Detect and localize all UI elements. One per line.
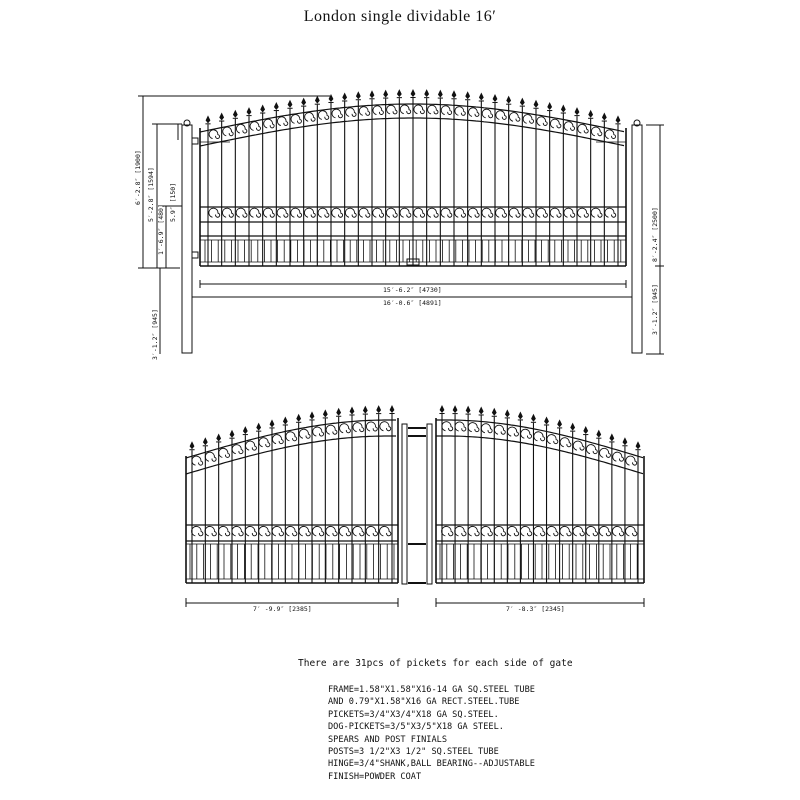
scroll-ornament <box>534 526 545 535</box>
scroll-ornament <box>236 208 247 217</box>
dim-height-peak: 6′-2.8″ [1900] <box>134 150 142 205</box>
scroll-ornament <box>326 425 337 434</box>
scroll-ornament <box>441 208 452 217</box>
scroll-ornament <box>482 208 493 217</box>
scroll-ornament <box>373 106 383 115</box>
dim-post-height: 8′-2.4″ [2500] <box>651 207 659 262</box>
spear-finial <box>520 98 525 106</box>
scroll-ornament <box>205 526 216 535</box>
dim-gate-width: 15′-6.2″ [4730] <box>383 286 442 294</box>
full-gate-elevation <box>182 89 642 353</box>
scroll-ornament <box>600 448 611 457</box>
scroll-ornament <box>286 526 297 535</box>
scroll-ornament <box>560 438 571 447</box>
spear-finial <box>453 405 458 413</box>
scroll-ornament <box>339 526 350 535</box>
scroll-ornament <box>494 526 505 535</box>
scroll-ornament <box>277 208 288 217</box>
spear-finial <box>492 408 497 416</box>
scroll-ornament <box>205 452 216 461</box>
scroll-ornament <box>245 526 256 535</box>
spear-finial <box>310 411 315 419</box>
drop-rod <box>402 424 407 584</box>
spear-finial <box>288 100 293 108</box>
spear-finial <box>531 414 536 422</box>
scroll-ornament <box>359 107 369 116</box>
scroll-ornament <box>468 423 479 432</box>
spear-finial <box>390 405 395 413</box>
spear-finial <box>544 416 549 424</box>
spec-line: HINGE=3/4"SHANK,BALL BEARING--ADJUSTABLE <box>328 759 535 770</box>
scroll-ornament <box>442 526 453 535</box>
spear-finial <box>270 419 275 427</box>
scroll-ornament <box>299 429 310 438</box>
scroll-ornament <box>591 127 601 136</box>
spear-finial <box>230 430 235 438</box>
scroll-ornament <box>366 526 377 535</box>
spear-finial <box>342 92 347 100</box>
scroll-ornament <box>591 208 602 217</box>
spear-finial <box>479 92 484 100</box>
spec-line: AND 0.79"X1.58"X16 GA RECT.STEEL.TUBE <box>328 697 520 708</box>
scroll-ornament <box>380 526 391 535</box>
spear-finial <box>465 91 470 99</box>
spear-finial <box>219 113 224 121</box>
spear-finial <box>397 89 402 97</box>
spear-finial <box>596 430 601 438</box>
scroll-ornament <box>521 429 532 438</box>
right-gate-leaf <box>436 405 644 583</box>
scroll-ornament <box>547 526 558 535</box>
scroll-ornament <box>564 208 575 217</box>
scroll-ornament <box>305 113 315 122</box>
scroll-ornament <box>400 208 411 217</box>
spear-finial <box>623 437 628 445</box>
scroll-ornament <box>560 526 571 535</box>
scroll-ornament <box>386 208 397 217</box>
dim-left-leaf-width: 7′ -9.9″ [2385] <box>253 605 312 613</box>
scroll-ornament <box>286 432 297 441</box>
spear-finial <box>547 102 552 110</box>
scroll-ornament <box>259 526 270 535</box>
spear-finial <box>466 406 471 414</box>
scroll-ornament <box>612 526 623 535</box>
spear-finial <box>203 437 208 445</box>
scroll-ornament <box>250 208 261 217</box>
hinge <box>192 138 198 144</box>
scroll-ornament <box>613 452 624 461</box>
scroll-ornament <box>626 526 637 535</box>
spear-finial <box>329 94 334 102</box>
spear-finial <box>493 94 498 102</box>
spear-finial <box>534 100 539 108</box>
spear-finial <box>583 426 588 434</box>
scroll-ornament <box>318 208 329 217</box>
spear-finial <box>283 416 288 424</box>
spear-finial <box>323 409 328 417</box>
scroll-ornament <box>313 427 324 436</box>
dim-height-side: 5′-2.8″ [1594] <box>147 167 155 222</box>
scroll-ornament <box>586 526 597 535</box>
scroll-ornament <box>550 208 561 217</box>
scroll-ornament <box>332 208 343 217</box>
scroll-ornament <box>246 441 257 450</box>
scroll-ornament <box>507 526 518 535</box>
dim-post-below: 3′-1.2″ [945] <box>151 309 159 360</box>
split-gate-elevation <box>186 405 644 584</box>
spear-finial <box>411 89 416 97</box>
scroll-ornament <box>192 526 203 535</box>
spear-finial <box>383 90 388 98</box>
scroll-ornament <box>346 108 356 117</box>
scroll-ornament <box>250 122 260 131</box>
spear-finial <box>609 433 614 441</box>
scroll-ornament <box>547 435 558 444</box>
scroll-ornament <box>509 208 520 217</box>
scroll-ornament <box>455 208 466 217</box>
spear-finial <box>336 408 341 416</box>
scroll-ornament <box>573 526 584 535</box>
spear-finial <box>440 405 445 413</box>
scroll-ornament <box>380 422 391 431</box>
drop-rod <box>427 424 432 584</box>
scroll-ornament <box>523 115 533 124</box>
spec-line: FRAME=1.58"X1.58"X16-14 GA SQ.STEEL TUBE <box>328 685 535 695</box>
scroll-ornament <box>223 127 233 136</box>
scroll-ornament <box>564 122 574 131</box>
scroll-ornament <box>605 208 616 217</box>
spear-finial <box>363 406 368 414</box>
scroll-ornament <box>345 208 356 217</box>
scroll-ornament <box>520 526 531 535</box>
scroll-ornament <box>577 208 588 217</box>
spec-list <box>328 684 535 783</box>
scroll-ornament <box>366 422 377 431</box>
spear-finial <box>376 405 381 413</box>
scroll-ornament <box>455 422 466 431</box>
hinge <box>192 252 198 258</box>
scroll-ornament <box>299 526 310 535</box>
spec-line: SPEARS AND POST FINIALS <box>328 734 447 745</box>
spear-finial <box>557 419 562 427</box>
scroll-ornament <box>209 130 219 139</box>
scroll-ornament <box>291 208 302 217</box>
scroll-ornament <box>222 208 233 217</box>
spear-finial <box>575 107 580 115</box>
scroll-ornament <box>428 105 438 114</box>
spec-line: DOG-PICKETS=3/5"X3/5"X18 GA STEEL. <box>328 722 504 733</box>
scroll-ornament <box>232 526 243 535</box>
scroll-ornament <box>573 441 584 450</box>
scroll-ornament <box>481 526 492 535</box>
scroll-ornament <box>578 124 588 133</box>
scroll-ornament <box>414 208 425 217</box>
scroll-ornament <box>264 119 274 128</box>
dim-overall-width: 16′-0.6″ [4891] <box>383 299 442 307</box>
spear-finial <box>206 115 211 123</box>
scroll-ornament <box>277 117 287 126</box>
scroll-ornament <box>326 526 337 535</box>
scroll-ornament <box>312 526 323 535</box>
spear-finial <box>190 441 195 449</box>
spear-finial <box>616 115 621 123</box>
dim-right-leaf-width: 7′ -8.3″ [2345] <box>506 605 565 613</box>
dimension-lines <box>138 96 664 607</box>
spear-finial <box>247 107 252 115</box>
scroll-ornament <box>219 448 230 457</box>
spear-finial <box>370 90 375 98</box>
spear-finial <box>256 423 261 431</box>
spec-line: POSTS=3 1/2"X3 1/2" SQ.STEEL TUBE <box>328 747 499 758</box>
pickets-note: There are 31pcs of pickets for each side of gate <box>298 658 573 669</box>
spear-finial <box>315 96 320 104</box>
scroll-ornament <box>263 208 274 217</box>
spear-finial <box>636 441 641 449</box>
spear-finial <box>570 423 575 431</box>
spear-finial <box>260 105 265 113</box>
scroll-ornament <box>496 111 506 120</box>
scroll-ornament <box>586 445 597 454</box>
scroll-ornament <box>259 438 270 447</box>
scroll-ornament <box>340 424 351 433</box>
scroll-ornament <box>494 425 505 434</box>
scroll-ornament <box>599 526 610 535</box>
scroll-ornament <box>192 456 203 465</box>
scroll-ornament <box>550 119 560 128</box>
spec-line: PICKETS=3/4"X3/4"X18 GA SQ.STEEL. <box>328 709 499 720</box>
spear-finial <box>518 411 523 419</box>
scroll-ornament <box>523 208 534 217</box>
spear-finial <box>588 110 593 118</box>
drawing-title: London single dividable 16′ <box>303 8 497 25</box>
spear-finial <box>356 91 361 99</box>
spec-line: FINISH=POWDER COAT <box>328 771 422 782</box>
left-post <box>182 125 192 353</box>
scroll-ornament <box>236 124 246 133</box>
spear-finial <box>301 98 306 106</box>
scroll-ornament <box>332 109 342 118</box>
spear-finial <box>561 105 566 113</box>
scroll-ornament <box>209 208 220 217</box>
spear-finial <box>424 89 429 97</box>
scroll-ornament <box>509 113 519 122</box>
scroll-ornament <box>455 526 466 535</box>
scroll-ornament <box>468 526 479 535</box>
spear-finial <box>506 96 511 104</box>
scroll-ornament <box>482 109 492 118</box>
scroll-ornament <box>534 432 545 441</box>
scroll-ornament <box>537 208 548 217</box>
scroll-ornament <box>353 423 364 432</box>
scroll-ornament <box>373 208 384 217</box>
scroll-ornament <box>272 526 283 535</box>
scroll-ornament <box>318 111 328 120</box>
scroll-ornament <box>605 130 615 139</box>
scroll-ornament <box>442 422 453 431</box>
scroll-ornament <box>441 106 451 115</box>
scroll-ornament <box>414 105 424 114</box>
scroll-ornament <box>353 526 364 535</box>
scroll-ornament <box>291 115 301 124</box>
spear-finial <box>505 409 510 417</box>
dim-lower-section: 1′-6.9″ [480] <box>157 204 165 255</box>
scroll-ornament <box>508 427 519 436</box>
left-gate-leaf <box>186 405 398 583</box>
scroll-ornament <box>469 108 479 117</box>
right-post <box>632 125 642 353</box>
scroll-ornament <box>304 208 315 217</box>
spear-finial <box>296 414 301 422</box>
scroll-ornament <box>359 208 370 217</box>
dim-finial-height: 5.9″ [150] <box>169 182 177 222</box>
dim-post-below-right: 3′-1.2″ [945] <box>651 284 659 335</box>
scroll-ornament <box>387 105 397 114</box>
scroll-ornament <box>455 107 465 116</box>
scroll-ornament <box>626 456 637 465</box>
scroll-ornament <box>272 435 283 444</box>
spear-finial <box>274 102 279 110</box>
scroll-ornament <box>232 445 243 454</box>
spear-finial <box>216 433 221 441</box>
scroll-ornament <box>427 208 438 217</box>
spear-finial <box>438 90 443 98</box>
scroll-ornament <box>481 424 492 433</box>
spear-finial <box>602 113 607 121</box>
spear-finial <box>350 406 355 414</box>
scroll-ornament <box>468 208 479 217</box>
scroll-ornament <box>218 526 229 535</box>
scroll-ornament <box>400 105 410 114</box>
spear-finial <box>243 426 248 434</box>
scroll-ornament <box>496 208 507 217</box>
spear-finial <box>479 406 484 414</box>
spear-finial <box>233 110 238 118</box>
scroll-ornament <box>537 117 547 126</box>
spear-finial <box>452 90 457 98</box>
